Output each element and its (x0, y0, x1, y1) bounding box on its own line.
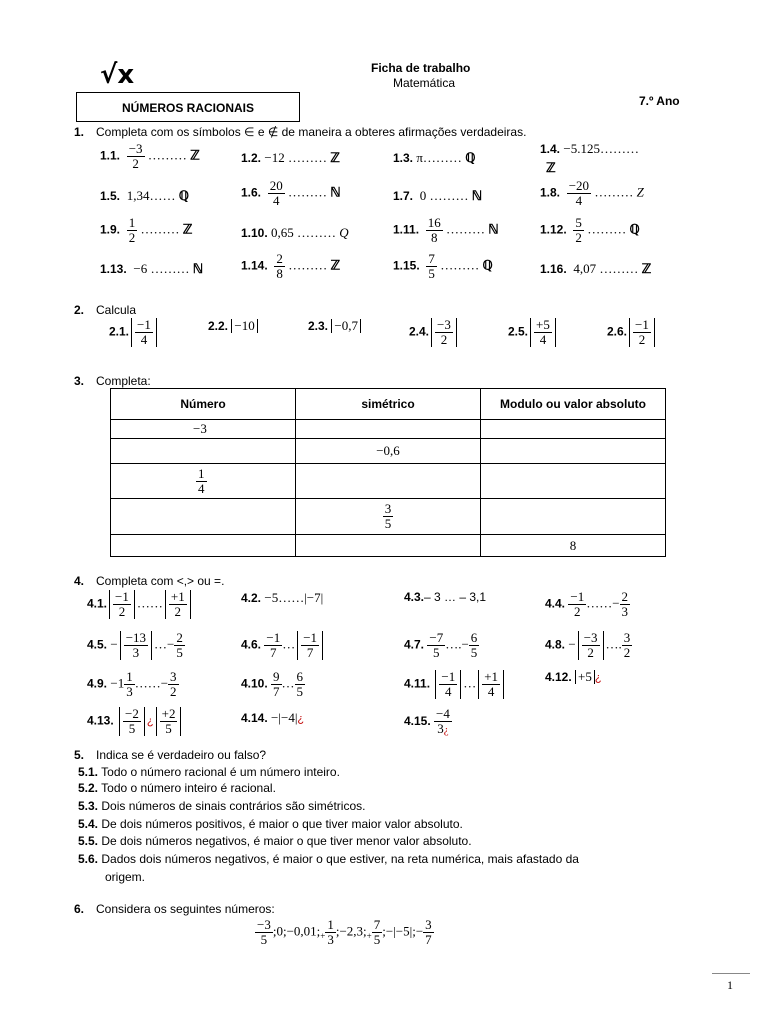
table-cell (296, 464, 481, 499)
q1-item: 1.2. −12 ……… ℤ (241, 150, 340, 165)
table-cell (111, 535, 296, 557)
q3-number: 3. (74, 374, 85, 388)
q4-item: 4.14. −|−4|¿ (241, 710, 305, 725)
page-number: 1 (727, 978, 733, 992)
table-cell: −0,6 (296, 439, 481, 464)
q4-item: 4.10. $\frac{9}{7}$ … $\frac{6}{5}$ (241, 669, 304, 699)
q1-number: 1. (74, 125, 85, 139)
q4-item: 4.4. $\frac{-1}{2}$ ……− $\frac{2}{3}$ (545, 589, 629, 619)
q4-item: 4.5. − $\frac{-13}{3}$ …− $\frac{2}{5}$ (87, 630, 183, 660)
table-cell (296, 420, 481, 439)
q2-item: 2.2. −10 (208, 319, 258, 333)
q1-item: 1.16. 4,07 ……… ℤ (540, 261, 652, 276)
q4-item: 4.8. − $\frac{-3}{2}$ …. $\frac{3}{2}$ (545, 630, 631, 660)
q2-item: 2.3. −0,7 (308, 319, 361, 333)
table-header: simétrico (296, 389, 481, 420)
footer-rule (712, 973, 750, 974)
topic-box: NÚMEROS RACIONAIS (76, 92, 300, 122)
q5-statement: Indica se é verdadeiro ou falso? (96, 748, 267, 762)
q5-item: 5.1. Todo o número racional é um número inteiro. (78, 765, 340, 779)
q1-item-set: ℤ (546, 160, 556, 175)
q5-item: 5.6. Dados dois números negativos, é maior o que estiver, na reta numérica, mais afastado da (78, 852, 579, 866)
q1-item: 1.6. $\frac{20}{4}$ ……… ℕ (241, 178, 341, 208)
q1-item: 1.15. $\frac{7}{5}$ ……… ℚ (393, 251, 493, 281)
logo-sqrt-icon: √x (100, 60, 135, 90)
table-header: Número (111, 389, 296, 420)
q1-item: 1.14. $\frac{2}{8}$ ……… ℤ (241, 251, 341, 281)
q1-item: 1.5. 1,34…… ℚ (100, 188, 189, 203)
q4-item: 4.15. $\frac{-4}{3¿}$ (404, 706, 450, 736)
q1-item: 1.3. π……… ℚ (393, 150, 476, 165)
q6-statement: Considera os seguintes números: (96, 902, 275, 916)
q4-number: 4. (74, 574, 85, 588)
q4-item: 4.9. −1 $\frac{1}{3}$ ……− $\frac{3}{2}$ (87, 669, 177, 699)
table-cell: $\frac{1}{4}$ (111, 464, 296, 499)
table-header: Modulo ou valor absoluto (481, 389, 666, 420)
q2-item: 2.1. $\frac{-1}{4}$ (109, 318, 159, 347)
q1-item: 1.10. 0,65 ……… Q (241, 225, 349, 240)
q4-item: 4.2. −5……|−7| (241, 590, 324, 605)
q6-number-list: $\frac{-3}{5}$ $;0;-0,01;_+$ $\frac{1}{3}$ $;-2,3;_+$ $\frac{7}{5}$ ;−|−5|;− $\frac{3}{7}$ (257, 917, 432, 947)
worksheet-title: Ficha de trabalho (371, 61, 471, 75)
q4-item: 4.12. +5 ¿ (545, 669, 602, 684)
q1-item: 1.9. $\frac{1}{2}$ ……… ℤ (100, 215, 193, 245)
q4-item: 4.1. $\frac{-1}{2}$ …… $\frac{+1}{2}$ (87, 590, 193, 619)
table-cell (111, 499, 296, 535)
subject-label: Matemática (393, 76, 456, 90)
q4-statement: Completa com <,> ou =. (96, 574, 225, 588)
table-cell (296, 535, 481, 557)
q1-item: 1.7. 0 ……… ℕ (393, 188, 483, 203)
q4-item: 4.3.– 3 … – 3,1 (404, 590, 487, 604)
table-cell: −3 (111, 420, 296, 439)
q5-item: 5.2. Todo o número inteiro é racional. (78, 781, 276, 795)
q1-item: 1.13. −6 ……… ℕ (100, 261, 204, 276)
q4-item: 4.13. $\frac{-2}{5}$ ¿ $\frac{+2}{5}$ (87, 707, 183, 736)
q6-number: 6. (74, 902, 85, 916)
q4-item: 4.6. $\frac{-1}{7}$ … $\frac{-1}{7}$ (241, 631, 325, 660)
q1-item: 1.11. $\frac{16}{8}$ ……… ℕ (393, 215, 499, 245)
q1-item: 1.8. $\frac{-20}{4}$ ……… Z (540, 178, 644, 208)
table-cell (481, 464, 666, 499)
q3-statement: Completa: (96, 374, 151, 388)
q1-item: 1.1. $\frac{-3}{2}$ ……… ℤ (100, 141, 200, 171)
table-cell (481, 499, 666, 535)
q4-item: 4.7. $\frac{-7}{5}$ ….− $\frac{6}{5}$ (404, 630, 478, 660)
table-cell (111, 439, 296, 464)
q2-number: 2. (74, 303, 85, 317)
q2-item: 2.5. $\frac{+5}{4}$ (508, 318, 558, 347)
q5-item: 5.3. Dois números de sinais contrários são simétricos. (78, 799, 366, 813)
q2-item: 2.6. $\frac{-1}{2}$ (607, 318, 657, 347)
table-cell (481, 420, 666, 439)
q5-number: 5. (74, 748, 85, 762)
q1-item: 1.12. $\frac{5}{2}$ ……… ℚ (540, 215, 640, 245)
q4-item: 4.11. $\frac{-1}{4}$ … $\frac{+1}{4}$ (404, 670, 506, 699)
q5-item: 5.4. De dois números positivos, é maior o que tiver maior valor absoluto. (78, 817, 463, 831)
q3-table (110, 388, 666, 557)
q2-statement: Calcula (96, 303, 137, 317)
q5-item: 5.5. De dois números negativos, é maior o que tiver menor valor absoluto. (78, 834, 472, 848)
q1-statement: Completa com os símbolos ∈ e ∉ de maneira a obteres afirmações verdadeiras. (96, 125, 527, 139)
q5-item-continuation: origem. (105, 870, 146, 884)
table-cell (481, 439, 666, 464)
table-cell: 8 (481, 535, 666, 557)
table-cell: $\frac{3}{5}$ (296, 499, 481, 535)
grade-label: 7.º Ano (639, 94, 680, 108)
q2-item: 2.4. $\frac{-3}{2}$ (409, 318, 459, 347)
q1-item: 1.4. −5.125……… (540, 141, 639, 156)
